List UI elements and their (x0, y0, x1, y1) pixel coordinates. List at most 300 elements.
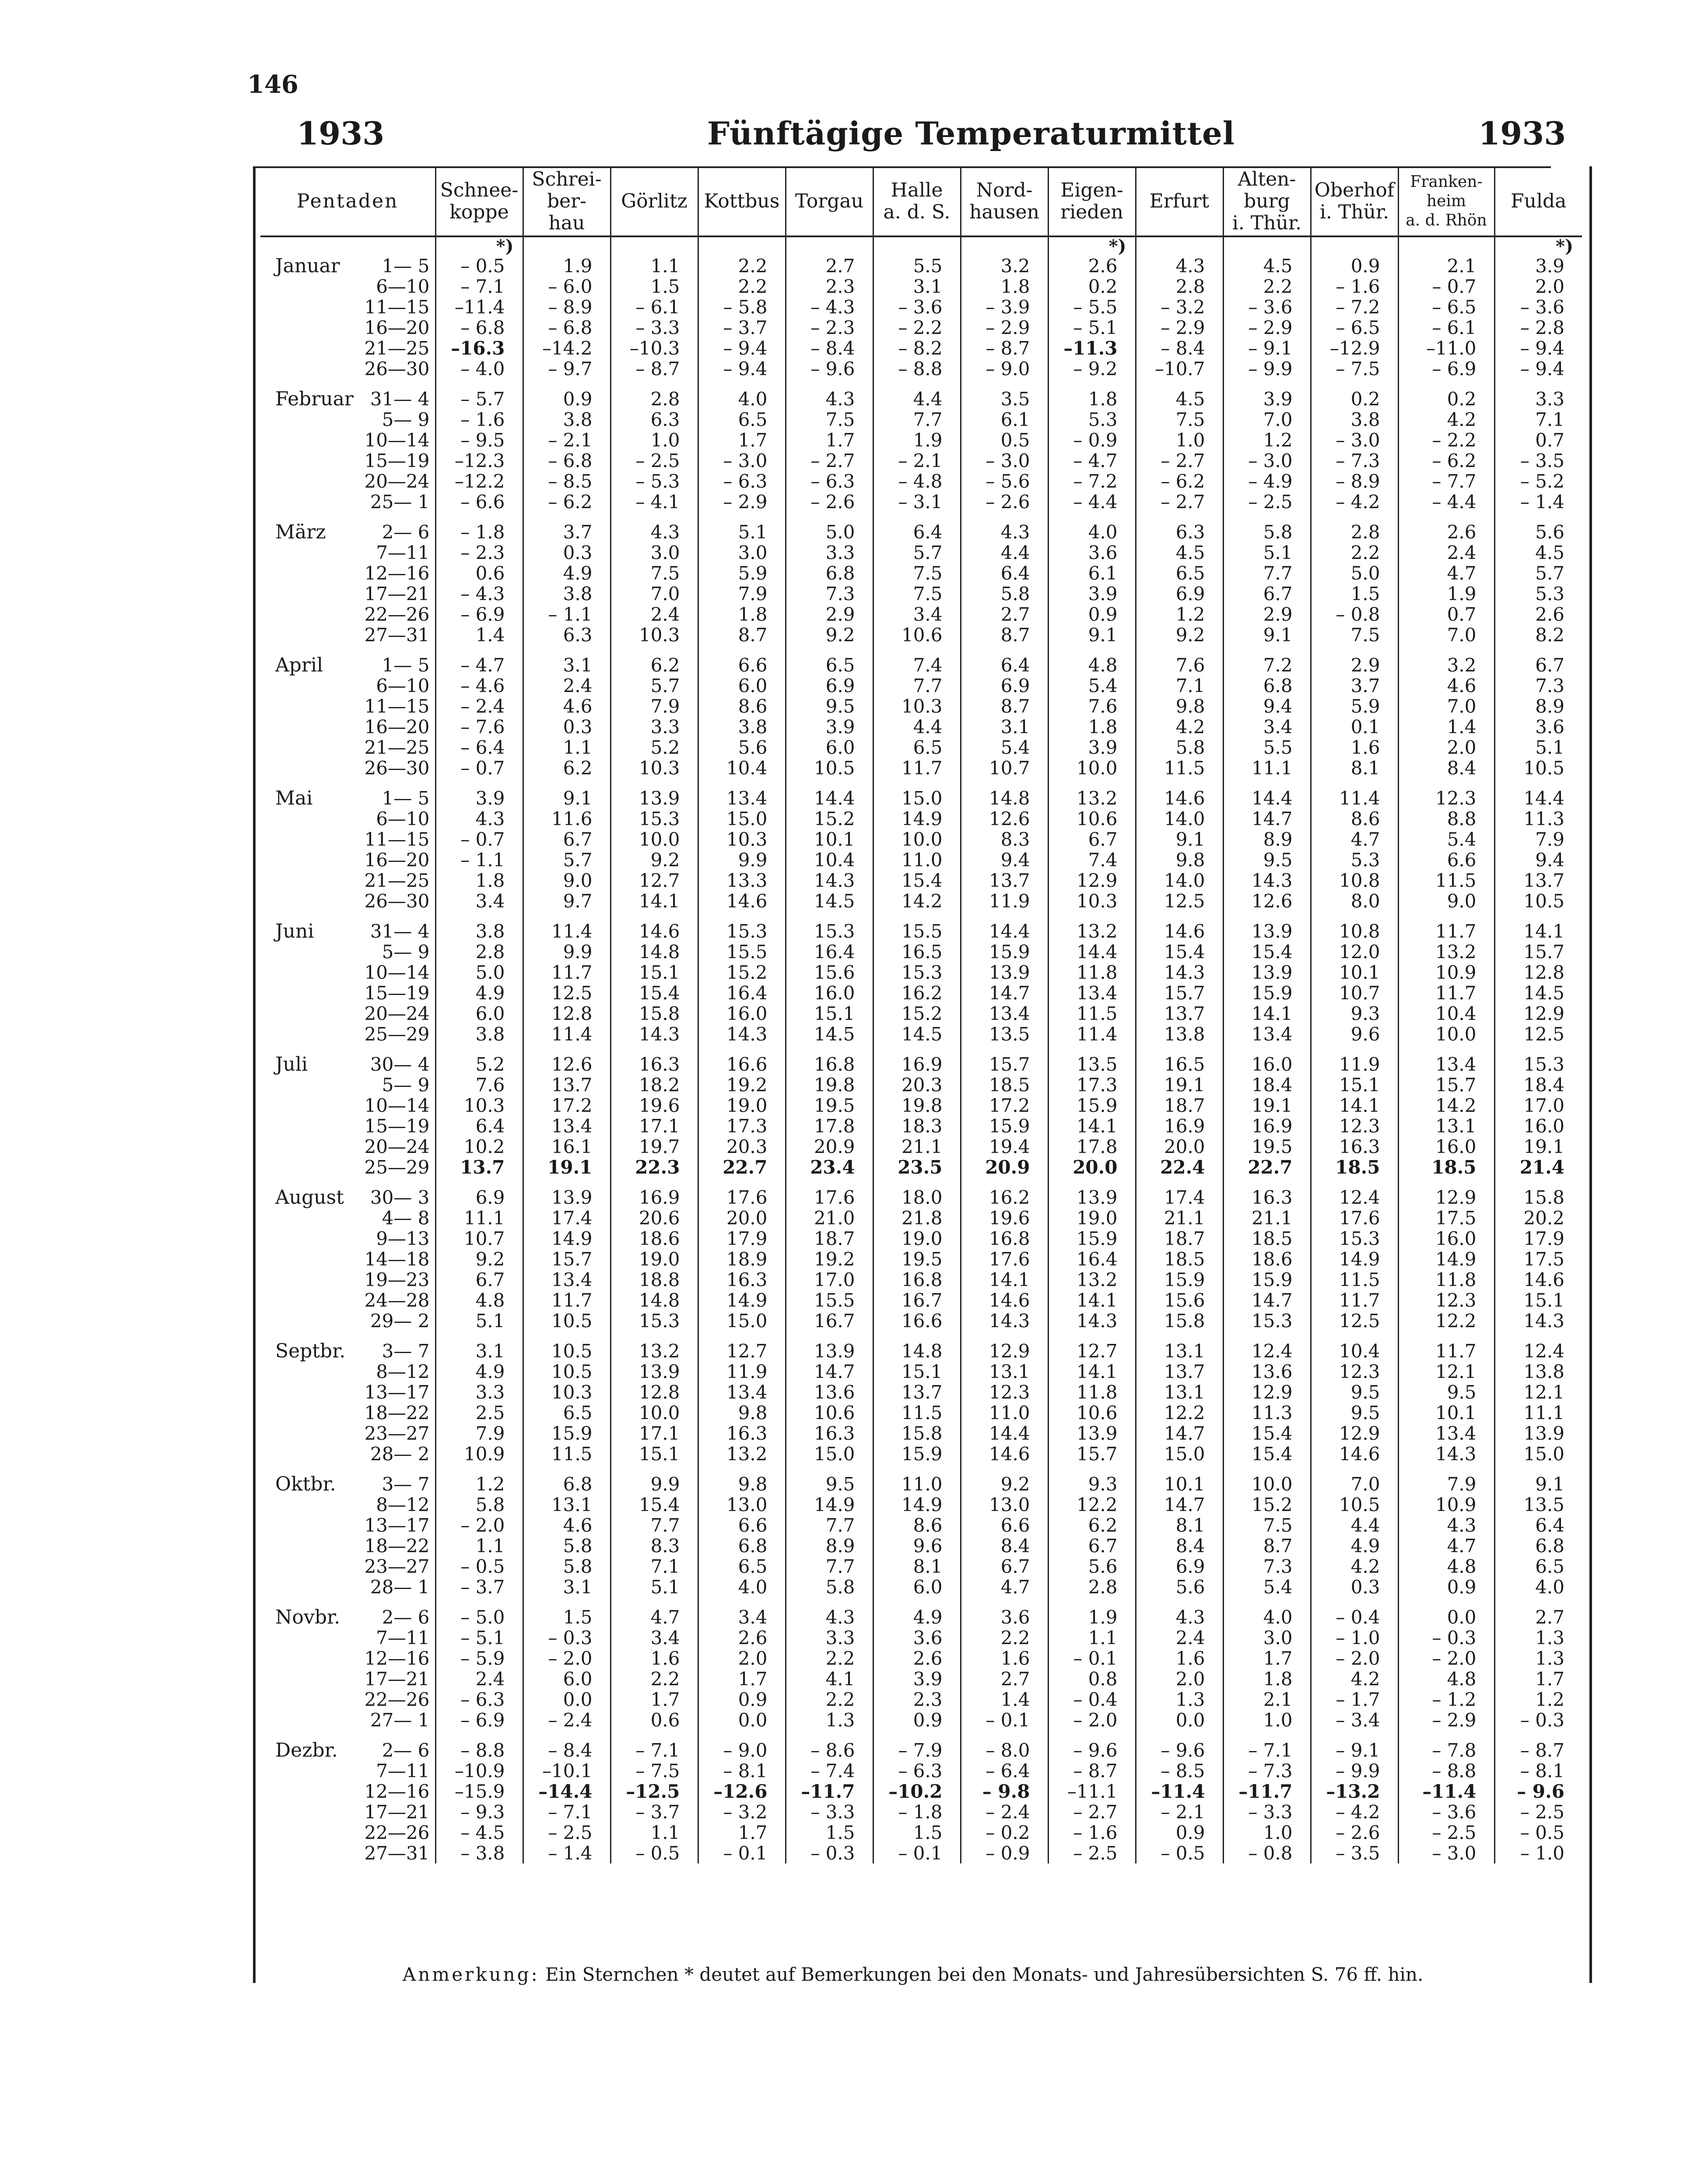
temperature-value: 16.2 (873, 983, 961, 1003)
header-station: Kottbus (698, 167, 786, 236)
temperature-value: – 3.4 (1311, 1710, 1398, 1730)
temperature-value: – 2.9 (1398, 1710, 1494, 1730)
temperature-value: 6.5 (1136, 563, 1223, 584)
temperature-value: 12.5 (1136, 891, 1223, 911)
temperature-value: 9.5 (1311, 1382, 1398, 1403)
temperature-value: 4.9 (1311, 1536, 1398, 1556)
temperature-value: 2.5 (435, 1403, 523, 1423)
month-name: Juli (275, 1053, 308, 1076)
temperature-value: 10.7 (961, 758, 1048, 778)
temperature-value: 6.7 (1223, 584, 1311, 604)
gap-cell (1048, 1464, 1136, 1474)
gap-cell (786, 1464, 873, 1474)
temperature-value: – 1.6 (435, 409, 523, 430)
gap-cell (698, 379, 786, 389)
temperature-value: 3.2 (1398, 655, 1494, 675)
temperature-value: 10.0 (1223, 1474, 1311, 1494)
temperature-value: 10.7 (435, 1228, 523, 1249)
temperature-value: 20.6 (610, 1208, 698, 1228)
temperature-value: 14.6 (1494, 1269, 1582, 1290)
table-row (260, 317, 1582, 338)
pentade-range: 12—16 (364, 1648, 430, 1669)
gap-cell (1136, 1730, 1223, 1740)
temperature-value: 6.6 (1398, 850, 1494, 870)
temperature-value: 9.4 (1494, 850, 1582, 870)
gap-cell (786, 1597, 873, 1607)
temperature-value: 9.5 (1223, 850, 1311, 870)
temperature-value: 12.3 (1398, 788, 1494, 809)
temperature-value: 7.0 (1398, 696, 1494, 717)
temperature-value: 21.8 (873, 1208, 961, 1228)
temperature-value: 15.5 (786, 1290, 873, 1311)
temperature-value: 3.6 (1048, 542, 1136, 563)
gap-cell (961, 1178, 1048, 1187)
gap-cell (873, 1178, 961, 1187)
temperature-value: 1.5 (1311, 584, 1398, 604)
temperature-value: 3.2 (961, 256, 1048, 276)
gap-cell (873, 778, 961, 788)
temperature-value: 3.4 (873, 604, 961, 625)
temperature-value: – 8.2 (873, 338, 961, 359)
temperature-value: 6.0 (786, 737, 873, 758)
temperature-value: – 3.0 (961, 450, 1048, 471)
table-row (260, 625, 1582, 645)
pentade-range: 17—21 (364, 1668, 430, 1690)
temperature-value: 8.7 (961, 696, 1048, 717)
pentade-range: 27—31 (364, 1842, 430, 1864)
table-row (260, 1208, 1582, 1228)
temperature-value: – 4.7 (435, 655, 523, 675)
temperature-value: 3.3 (786, 542, 873, 563)
temperature-value: 15.1 (1494, 1290, 1582, 1311)
temperature-value: 15.0 (873, 788, 961, 809)
table-row (260, 1515, 1582, 1536)
temperature-value: 1.6 (1136, 1648, 1223, 1669)
table-row (260, 696, 1582, 717)
temperature-value: 2.4 (435, 1669, 523, 1689)
gap-cell (435, 1597, 523, 1607)
temperature-value: 1.8 (1048, 389, 1136, 409)
pentade-range: 8—12 (376, 1361, 430, 1382)
table-row (260, 1843, 1582, 1863)
temperature-value: 6.0 (698, 675, 786, 696)
temperature-value: 15.9 (1136, 1269, 1223, 1290)
gap-cell (961, 645, 1048, 655)
month-gap (260, 379, 1582, 389)
temperature-value: 16.0 (786, 983, 873, 1003)
row-label (260, 1054, 435, 1075)
temperature-value: 3.1 (873, 276, 961, 297)
temperature-value: 17.4 (523, 1208, 610, 1228)
temperature-value: 13.7 (523, 1075, 610, 1095)
temperature-value: 2.2 (786, 1648, 873, 1669)
temperature-value: 14.4 (961, 1423, 1048, 1444)
temperature-value: 20.2 (1494, 1208, 1582, 1228)
temperature-value: 17.6 (961, 1249, 1048, 1269)
temperature-value: 15.9 (1223, 983, 1311, 1003)
temperature-value: 6.7 (1494, 655, 1582, 675)
temperature-value: 6.2 (523, 758, 610, 778)
temperature-value: 15.3 (698, 921, 786, 942)
pentade-range: 10—14 (364, 429, 430, 451)
temperature-value: – 2.0 (523, 1648, 610, 1669)
table-row (260, 983, 1582, 1003)
table-row (260, 1740, 1582, 1761)
temperature-value: 10.1 (786, 829, 873, 850)
temperature-value: 1.9 (523, 256, 610, 276)
temperature-value: – 3.5 (1494, 450, 1582, 471)
gap-cell (1136, 1178, 1223, 1187)
table-row (260, 1628, 1582, 1648)
temperature-value: 2.4 (610, 604, 698, 625)
temperature-value: 3.6 (1494, 717, 1582, 737)
row-label (260, 359, 435, 379)
table-row (260, 891, 1582, 911)
temperature-value: – 5.8 (698, 297, 786, 317)
temperature-value: 11.1 (1494, 1403, 1582, 1423)
temperature-value: – 6.3 (873, 1761, 961, 1781)
temperature-value: 8.1 (1136, 1515, 1223, 1536)
pentade-range: 5— 9 (382, 1074, 430, 1096)
temperature-value: – 8.7 (1494, 1740, 1582, 1761)
temperature-value: 1.8 (961, 276, 1048, 297)
table-left-rule (253, 166, 256, 1983)
temperature-value: 11.8 (1048, 1382, 1136, 1403)
temperature-value: 2.4 (523, 675, 610, 696)
temperature-value: 9.5 (1398, 1382, 1494, 1403)
temperature-value: 4.3 (435, 809, 523, 829)
temperature-value: 13.9 (1048, 1423, 1136, 1444)
temperature-value: – 2.4 (435, 696, 523, 717)
temperature-value: – 3.1 (873, 492, 961, 512)
table-row (260, 256, 1582, 276)
temperature-value: 13.3 (698, 870, 786, 891)
temperature-value: – 9.2 (1048, 359, 1136, 379)
table-row (260, 1249, 1582, 1269)
pentade-range: 15—19 (364, 1115, 430, 1137)
temperature-value: – 5.7 (435, 389, 523, 409)
temperature-value: – 7.2 (1048, 471, 1136, 492)
temperature-value: 2.1 (1398, 256, 1494, 276)
pentade-range: 19—23 (364, 1269, 430, 1290)
gap-cell (786, 1044, 873, 1054)
temperature-value: 14.4 (1223, 788, 1311, 809)
table-row (260, 717, 1582, 737)
temperature-value: 6.3 (1136, 522, 1223, 542)
temperature-value: 16.7 (873, 1290, 961, 1311)
temperature-value: 5.1 (435, 1311, 523, 1331)
temperature-value: – 4.2 (1311, 1802, 1398, 1822)
temperature-value: – 6.8 (523, 317, 610, 338)
gap-cell (698, 1464, 786, 1474)
temperature-value: 13.6 (786, 1382, 873, 1403)
temperature-value: 8.4 (1136, 1536, 1223, 1556)
temperature-value: – 9.1 (1223, 338, 1311, 359)
temperature-value: 10.3 (610, 758, 698, 778)
temperature-value: 16.2 (961, 1187, 1048, 1208)
temperature-value: 16.7 (786, 1311, 873, 1331)
temperature-value: 13.5 (961, 1024, 1048, 1044)
gap-cell (610, 645, 698, 655)
temperature-value: – 7.7 (1398, 471, 1494, 492)
temperature-value: – 6.9 (1398, 359, 1494, 379)
temperature-value: 19.2 (786, 1249, 873, 1269)
temperature-value: 10.0 (610, 1403, 698, 1423)
temperature-value: – 2.7 (1048, 1802, 1136, 1822)
temperature-value: 17.3 (698, 1116, 786, 1136)
temperature-value: 10.5 (1494, 891, 1582, 911)
temperature-value: – 8.6 (786, 1740, 873, 1761)
temperature-value: – 0.4 (1048, 1689, 1136, 1710)
temperature-value: 2.8 (1136, 276, 1223, 297)
table-row (260, 1116, 1582, 1136)
footnote-marker (786, 236, 873, 256)
temperature-value: – 8.4 (523, 1740, 610, 1761)
temperature-value: 14.1 (1311, 1095, 1398, 1116)
temperature-value: 4.8 (1398, 1669, 1494, 1689)
temperature-value: 11.1 (1223, 758, 1311, 778)
table-row (260, 492, 1582, 512)
temperature-value: 12.5 (523, 983, 610, 1003)
month-gap (260, 645, 1582, 655)
table-row (260, 338, 1582, 359)
temperature-value: 22.4 (1136, 1157, 1223, 1178)
month-gap (260, 1178, 1582, 1187)
footnote-marker: *) (1048, 236, 1136, 256)
temperature-value: 3.4 (610, 1628, 698, 1648)
temperature-value: 7.9 (1398, 1474, 1494, 1494)
gap-cell (523, 1597, 610, 1607)
temperature-value: 1.7 (698, 1822, 786, 1843)
temperature-value: 10.9 (1398, 962, 1494, 983)
table-row (260, 1003, 1582, 1024)
footnote-marker (610, 236, 698, 256)
temperature-value: 4.2 (1136, 717, 1223, 737)
gap-cell (260, 1331, 435, 1341)
gap-cell (1048, 645, 1136, 655)
temperature-value: 11.7 (1398, 921, 1494, 942)
temperature-value: 7.0 (610, 584, 698, 604)
temperature-value: 9.9 (610, 1474, 698, 1494)
temperature-value: 14.1 (1494, 921, 1582, 942)
temperature-value: 14.1 (1048, 1116, 1136, 1136)
temperature-value: 9.7 (523, 891, 610, 911)
temperature-value: 3.6 (873, 1628, 961, 1648)
temperature-value: 12.3 (1311, 1361, 1398, 1382)
gap-cell (786, 1331, 873, 1341)
temperature-value: – 2.4 (961, 1802, 1048, 1822)
temperature-value: 10.3 (435, 1095, 523, 1116)
temperature-value: 1.1 (610, 1822, 698, 1843)
temperature-value: 13.9 (1223, 962, 1311, 983)
temperature-value: 8.3 (610, 1536, 698, 1556)
temperature-value: 11.3 (1223, 1403, 1311, 1423)
temperature-value: 17.9 (698, 1228, 786, 1249)
table-row (260, 1187, 1582, 1208)
temperature-value: 6.7 (435, 1269, 523, 1290)
gap-cell (1223, 1044, 1311, 1054)
temperature-value: 5.6 (1136, 1577, 1223, 1597)
temperature-value: – 4.6 (435, 675, 523, 696)
temperature-value: –10.7 (1136, 359, 1223, 379)
temperature-value: 11.7 (1398, 983, 1494, 1003)
gap-cell (873, 1044, 961, 1054)
temperature-value: 8.8 (1398, 809, 1494, 829)
temperature-value: – 4.3 (786, 297, 873, 317)
temperature-value: 7.3 (786, 584, 873, 604)
gap-cell (1048, 1178, 1136, 1187)
temperature-value: 7.3 (1223, 1556, 1311, 1577)
temperature-value: 13.4 (698, 1382, 786, 1403)
temperature-value: 8.0 (1311, 891, 1398, 911)
temperature-value: 22.7 (698, 1157, 786, 1178)
row-label (260, 584, 435, 604)
temperature-value: 18.3 (873, 1116, 961, 1136)
temperature-value: – 0.7 (1398, 276, 1494, 297)
row-label (260, 1290, 435, 1311)
row-label (260, 1187, 435, 1208)
temperature-value: 2.6 (1494, 604, 1582, 625)
temperature-value: 7.6 (435, 1075, 523, 1095)
pentade-range: 3— 7 (382, 1473, 430, 1495)
temperature-value: 17.8 (1048, 1136, 1136, 1157)
temperature-value: – 9.6 (786, 359, 873, 379)
row-label (260, 1444, 435, 1464)
temperature-value: 12.5 (1311, 1311, 1398, 1331)
gap-cell (786, 645, 873, 655)
temperature-value: 7.4 (873, 655, 961, 675)
pentade-range: 7—11 (376, 542, 430, 563)
footnote-marker (961, 236, 1048, 256)
temperature-value: 0.6 (610, 1710, 698, 1730)
header-pentaden: Pentaden (260, 167, 435, 236)
temperature-value: 10.6 (1048, 1403, 1136, 1423)
temperature-value: 13.6 (1223, 1361, 1311, 1382)
temperature-value: 18.8 (610, 1269, 698, 1290)
temperature-value: 8.7 (1223, 1536, 1311, 1556)
gap-cell (1223, 1464, 1311, 1474)
table-row (260, 1290, 1582, 1311)
temperature-value: – 7.2 (1311, 297, 1398, 317)
gap-cell (1311, 512, 1398, 522)
label-cell (260, 236, 435, 256)
temperature-value: 5.7 (1494, 563, 1582, 584)
table-row (260, 942, 1582, 962)
temperature-value: – 7.3 (1223, 1761, 1311, 1781)
month-gap (260, 1464, 1582, 1474)
temperature-value: 14.1 (961, 1269, 1048, 1290)
temperature-value: – 2.9 (961, 317, 1048, 338)
gap-cell (698, 911, 786, 921)
temperature-value: 15.2 (786, 809, 873, 829)
temperature-value: – 4.9 (1223, 471, 1311, 492)
row-label (260, 1648, 435, 1669)
temperature-value: 3.0 (698, 542, 786, 563)
temperature-value: 9.5 (786, 696, 873, 717)
row-label (260, 1075, 435, 1095)
row-label (260, 389, 435, 409)
temperature-value: – 0.9 (1048, 430, 1136, 450)
gap-cell (1398, 645, 1494, 655)
temperature-value: – 0.5 (610, 1843, 698, 1863)
gap-cell (610, 512, 698, 522)
pentade-range: 21—25 (364, 870, 430, 891)
temperature-value: 0.3 (1311, 1577, 1398, 1597)
temperature-value: – 6.1 (1398, 317, 1494, 338)
gap-cell (1311, 1597, 1398, 1607)
temperature-value: 6.5 (873, 737, 961, 758)
temperature-value: – 2.7 (1136, 492, 1223, 512)
temperature-value: 5.8 (786, 1577, 873, 1597)
row-label (260, 962, 435, 983)
pentade-range: 26—30 (364, 358, 430, 380)
temperature-value: 5.0 (786, 522, 873, 542)
month-name: Juni (275, 920, 314, 942)
temperature-value: 18.0 (873, 1187, 961, 1208)
temperature-value: 13.7 (1494, 870, 1582, 891)
temperature-value: 6.9 (1136, 584, 1223, 604)
temperature-value: 6.6 (961, 1515, 1048, 1536)
temperature-value: 10.4 (786, 850, 873, 870)
gap-cell (260, 778, 435, 788)
gap-cell (523, 778, 610, 788)
temperature-value: 15.7 (1494, 942, 1582, 962)
temperature-value: – 8.7 (610, 359, 698, 379)
temperature-value: 0.2 (1398, 389, 1494, 409)
temperature-value: 16.6 (698, 1054, 786, 1075)
temperature-value: 9.3 (1311, 1003, 1398, 1024)
pentade-range: 17—21 (364, 583, 430, 605)
temperature-value: 12.9 (1398, 1187, 1494, 1208)
pentade-range: 13—17 (364, 1382, 430, 1403)
month-name: Dezbr. (275, 1739, 338, 1761)
page-number: 146 (247, 70, 298, 99)
temperature-value: 0.2 (1048, 276, 1136, 297)
temperature-value: 2.0 (698, 1648, 786, 1669)
temperature-value: 12.9 (961, 1341, 1048, 1361)
temperature-value: 5.7 (523, 850, 610, 870)
temperature-value: 6.8 (786, 563, 873, 584)
temperature-value: 9.2 (435, 1249, 523, 1269)
temperature-value: – 5.3 (610, 471, 698, 492)
gap-cell (1223, 911, 1311, 921)
temperature-value: 15.3 (1223, 1311, 1311, 1331)
gap-cell (435, 778, 523, 788)
gap-cell (961, 911, 1048, 921)
gap-cell (1494, 379, 1582, 389)
pentade-range: 16—20 (364, 317, 430, 338)
temperature-value: 2.8 (610, 389, 698, 409)
temperature-value: 12.9 (1311, 1423, 1398, 1444)
gap-cell (523, 1044, 610, 1054)
temperature-value: 2.2 (610, 1669, 698, 1689)
temperature-value: 1.7 (786, 430, 873, 450)
pentade-range: 13—17 (364, 1515, 430, 1536)
temperature-value: 13.4 (961, 1003, 1048, 1024)
temperature-value: 6.8 (1223, 675, 1311, 696)
header-station: Oberhof i. Thür. (1311, 167, 1398, 236)
temperature-value: 11.4 (1311, 788, 1398, 809)
temperature-value: – 2.1 (873, 450, 961, 471)
gap-cell (1494, 1331, 1582, 1341)
temperature-value: 3.3 (610, 717, 698, 737)
row-label (260, 758, 435, 778)
row-label (260, 256, 435, 276)
row-label (260, 850, 435, 870)
temperature-value: – 9.9 (1223, 359, 1311, 379)
temperature-value: 15.5 (698, 942, 786, 962)
temperature-value: 4.8 (435, 1290, 523, 1311)
